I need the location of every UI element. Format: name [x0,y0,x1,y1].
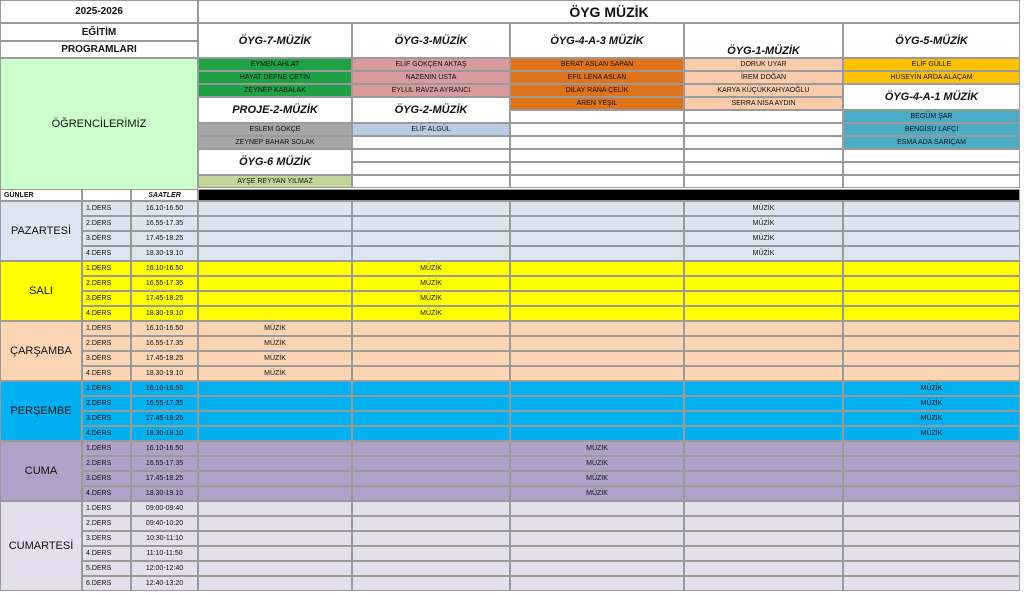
empty-slot [198,576,352,591]
student-cell: ELİF GÜLLE [843,58,1020,71]
empty-slot [684,411,843,426]
empty-slot [198,276,352,291]
empty-slot [198,546,352,561]
empty-slot [684,561,843,576]
music-lesson: MÜZİK [352,276,510,291]
music-lesson: MÜZİK [198,336,352,351]
lesson-number: 4.DERS [82,486,131,501]
lesson-time: 17.45-18.25 [131,351,198,366]
lesson-time: 16.10-16.50 [131,261,198,276]
empty-slot [198,531,352,546]
empty-slot [352,516,510,531]
empty-slot [843,216,1020,231]
empty-slot [198,426,352,441]
empty-cell [684,162,843,175]
student-cell: ELİF ALGÜL [352,123,510,136]
empty-slot [510,216,684,231]
empty-slot [510,246,684,261]
student-cell: BERAT ASLAN SAPAN [510,58,684,71]
empty-slot [510,426,684,441]
empty-slot [843,531,1020,546]
empty-slot [684,396,843,411]
day-label: PERŞEMBE [0,381,82,441]
lesson-number: 5.DERS [82,561,131,576]
lesson-number: 3.DERS [82,351,131,366]
empty-slot [843,441,1020,456]
student-cell: ELİF GÖKÇEN AKTAŞ [352,58,510,71]
student-cell: AREN YEŞİL [510,97,684,110]
student-cell: BEGÜM ŞAR [843,110,1020,123]
lesson-number: 2.DERS [82,516,131,531]
lesson-number: 3.DERS [82,531,131,546]
empty-slot [510,261,684,276]
student-cell: DORUK UYAR [684,58,843,71]
day-label: ÇARŞAMBA [0,321,82,381]
empty-slot [510,306,684,321]
empty-slot [684,426,843,441]
lesson-number: 3.DERS [82,471,131,486]
empty-slot [198,516,352,531]
music-lesson: MÜZİK [843,381,1020,396]
lesson-time: 17.45-18.25 [131,471,198,486]
empty-slot [684,531,843,546]
music-lesson: MÜZİK [198,351,352,366]
empty-slot [352,321,510,336]
subgroup-header: ÖYG-6 MÜZİK [198,149,352,175]
empty-slot [684,336,843,351]
empty-slot [684,321,843,336]
empty-slot [684,501,843,516]
empty-cell [843,162,1020,175]
group-header: ÖYG-1-MÜZİK [684,23,843,58]
empty-slot [198,216,352,231]
music-lesson: MÜZİK [510,456,684,471]
empty-slot [352,546,510,561]
lesson-number: 4.DERS [82,426,131,441]
empty-cell [510,136,684,149]
lesson-time: 16.10-16.50 [131,441,198,456]
day-label: CUMA [0,441,82,501]
group-header: ÖYG-4-A-3 MÜZİK [510,23,684,58]
subgroup-header: ÖYG-4-A-1 MÜZİK [843,84,1020,110]
music-lesson: MÜZİK [843,426,1020,441]
empty-slot [352,426,510,441]
empty-slot [684,441,843,456]
lesson-number: 4.DERS [82,366,131,381]
program-label-line2: PROGRAMLARI [0,41,198,58]
empty-slot [843,291,1020,306]
empty-slot [352,441,510,456]
lesson-time: 16.10-16.50 [131,321,198,336]
empty-slot [510,366,684,381]
lesson-time: 09:40-10:20 [131,516,198,531]
lesson-time: 11:10-11:50 [131,546,198,561]
empty-slot [843,366,1020,381]
music-lesson: MÜZİK [352,291,510,306]
empty-slot [843,261,1020,276]
music-lesson: MÜZİK [684,216,843,231]
empty-slot [843,471,1020,486]
empty-cell [352,162,510,175]
days-label: GÜNLER [0,189,82,201]
empty-slot [198,396,352,411]
student-cell: İREM DOĞAN [684,71,843,84]
empty-slot [352,201,510,216]
lesson-number: 1.DERS [82,501,131,516]
empty-slot [684,576,843,591]
empty-slot [684,471,843,486]
empty-slot [843,306,1020,321]
year-cell: 2025-2026 [0,0,198,23]
empty-cell [684,123,843,136]
sheet-title: ÖYG MÜZİK [198,0,1020,23]
student-cell: HÜSEYİN ARDA ALAÇAM [843,71,1020,84]
empty-cell [510,149,684,162]
empty-slot [843,336,1020,351]
empty-cell [352,136,510,149]
lesson-time: 16.10-16.50 [131,201,198,216]
lesson-number: 4.DERS [82,246,131,261]
lesson-time: 18.30-19.10 [131,486,198,501]
student-cell: AYŞE REYYAN YILMAZ [198,175,352,188]
empty-slot [198,201,352,216]
lesson-time: 18.30-19.10 [131,426,198,441]
empty-slot [684,291,843,306]
lesson-number: 3.DERS [82,231,131,246]
student-cell: KARYA KÜÇÜKKAHYAOĞLU [684,84,843,97]
lesson-number: 1.DERS [82,321,131,336]
students-label: ÖĞRENCİLERİMİZ [0,58,198,190]
empty-cell [684,149,843,162]
lesson-time: 12:00-12:40 [131,561,198,576]
lesson-number: 1.DERS [82,201,131,216]
empty-slot [510,396,684,411]
subgroup-header: PROJE-2-MÜZİK [198,97,352,123]
empty-slot [510,546,684,561]
empty-slot [510,516,684,531]
empty-slot [843,516,1020,531]
empty-cell [843,149,1020,162]
empty-slot [510,531,684,546]
lesson-time: 10:30-11:10 [131,531,198,546]
music-lesson: MÜZİK [843,411,1020,426]
lesson-time: 16.55-17.35 [131,276,198,291]
lesson-number: 2.DERS [82,336,131,351]
music-lesson: MÜZİK [843,396,1020,411]
program-label-line1: EĞİTİM [0,23,198,41]
empty-slot [843,486,1020,501]
empty-slot [352,351,510,366]
empty-slot [684,306,843,321]
empty-slot [843,321,1020,336]
empty-slot [198,291,352,306]
empty-slot [684,366,843,381]
empty-slot [510,231,684,246]
empty-slot [843,201,1020,216]
empty-slot [843,231,1020,246]
empty-slot [352,336,510,351]
empty-slot [198,246,352,261]
empty-cell [510,110,684,123]
empty-slot [843,276,1020,291]
empty-slot [843,501,1020,516]
empty-slot [352,396,510,411]
group-header: ÖYG-3-MÜZİK [352,23,510,58]
empty-slot [198,231,352,246]
empty-slot [352,381,510,396]
lesson-time: 16.55-17.35 [131,456,198,471]
empty-slot [843,546,1020,561]
empty-slot [198,441,352,456]
empty-slot [198,501,352,516]
header-bar [198,189,1020,201]
music-lesson: MÜZİK [510,486,684,501]
empty-slot [684,381,843,396]
music-lesson: MÜZİK [510,441,684,456]
empty-slot [510,381,684,396]
student-cell: ESLEM GÖKÇE [198,123,352,136]
lesson-number: 2.DERS [82,456,131,471]
empty-slot [198,306,352,321]
empty-cell [352,149,510,162]
empty-slot [510,321,684,336]
lesson-number: 3.DERS [82,291,131,306]
empty-slot [843,456,1020,471]
empty-slot [684,486,843,501]
lesson-time: 16.55-17.35 [131,336,198,351]
day-label: SALI [0,261,82,321]
empty-slot [352,456,510,471]
empty-slot [510,276,684,291]
lesson-time: 17.45-18.25 [131,291,198,306]
empty-slot [198,471,352,486]
lesson-number: 1.DERS [82,261,131,276]
empty-slot [510,201,684,216]
lesson-number: 6.DERS [82,576,131,591]
student-cell: EFİL LENA ASLAN [510,71,684,84]
hours-label: SAATLER [131,189,198,201]
empty-slot [510,501,684,516]
lesson-time: 17.45-18.25 [131,411,198,426]
empty-slot [352,471,510,486]
empty-cell [510,175,684,188]
lesson-number: 1.DERS [82,381,131,396]
lesson-time: 12:40-13:20 [131,576,198,591]
student-cell: DİLAY RANA ÇELİK [510,84,684,97]
empty-cell [684,110,843,123]
day-label: PAZARTESİ [0,201,82,261]
empty-cell [684,136,843,149]
lesson-number: 2.DERS [82,276,131,291]
empty-slot [684,516,843,531]
empty-slot [352,531,510,546]
student-cell: HAYAT DEFNE ÇETİN [198,71,352,84]
lesson-number: 2.DERS [82,216,131,231]
student-cell: ZEYNEP KABALAK [198,84,352,97]
lesson-number: 4.DERS [82,306,131,321]
student-cell: SERRA NİSA AYDIN [684,97,843,110]
empty-slot [198,411,352,426]
empty-slot [352,216,510,231]
empty-slot [352,486,510,501]
empty-slot [843,246,1020,261]
empty-slot [198,456,352,471]
music-lesson: MÜZİK [198,321,352,336]
day-label: CUMARTESİ [0,501,82,591]
lesson-time: 16.10-16.50 [131,381,198,396]
empty-slot [510,351,684,366]
empty-slot [684,276,843,291]
lesson-number: 1.DERS [82,441,131,456]
empty-cell [352,175,510,188]
empty-cell [510,123,684,136]
empty-cell [82,189,131,201]
student-cell: EYMEN AHLAT [198,58,352,71]
empty-slot [510,336,684,351]
empty-slot [510,576,684,591]
empty-slot [352,411,510,426]
lesson-time: 18.30-19.10 [131,366,198,381]
empty-slot [352,366,510,381]
empty-slot [198,381,352,396]
group-header: ÖYG-7-MÜZİK [198,23,352,58]
empty-slot [352,501,510,516]
student-cell: ESMA ADA SARIÇAM [843,136,1020,149]
lesson-number: 4.DERS [82,546,131,561]
music-lesson: MÜZİK [684,231,843,246]
empty-slot [684,546,843,561]
empty-slot [352,231,510,246]
student-cell: EYLÜL RAVZA AYRANCI [352,84,510,97]
empty-slot [843,351,1020,366]
empty-slot [843,561,1020,576]
music-lesson: MÜZİK [352,306,510,321]
empty-slot [684,261,843,276]
empty-slot [684,456,843,471]
student-cell: NAZENİN USTA [352,71,510,84]
empty-slot [510,561,684,576]
music-lesson: MÜZİK [684,201,843,216]
empty-slot [352,576,510,591]
empty-cell [684,175,843,188]
lesson-time: 18.30-19.10 [131,246,198,261]
empty-cell [843,175,1020,188]
music-lesson: MÜZİK [198,366,352,381]
student-cell: ZEYNEP BAHAR SOLAK [198,136,352,149]
empty-slot [510,411,684,426]
lesson-time: 18.30-19.10 [131,306,198,321]
music-lesson: MÜZİK [684,246,843,261]
subgroup-header: ÖYG-2-MÜZİK [352,97,510,123]
music-lesson: MÜZİK [510,471,684,486]
empty-slot [352,561,510,576]
empty-slot [198,261,352,276]
empty-slot [843,576,1020,591]
empty-slot [198,486,352,501]
empty-slot [510,291,684,306]
group-header: ÖYG-5-MÜZİK [843,23,1020,58]
lesson-time: 16.55-17.35 [131,396,198,411]
empty-slot [684,351,843,366]
music-lesson: MÜZİK [352,261,510,276]
lesson-number: 3.DERS [82,411,131,426]
lesson-time: 16.55-17.35 [131,216,198,231]
empty-cell [510,162,684,175]
empty-slot [352,246,510,261]
empty-slot [198,561,352,576]
lesson-time: 09:00-09:40 [131,501,198,516]
student-cell: BENGİSU LAFÇI [843,123,1020,136]
lesson-time: 17.45-18.25 [131,231,198,246]
lesson-number: 2.DERS [82,396,131,411]
